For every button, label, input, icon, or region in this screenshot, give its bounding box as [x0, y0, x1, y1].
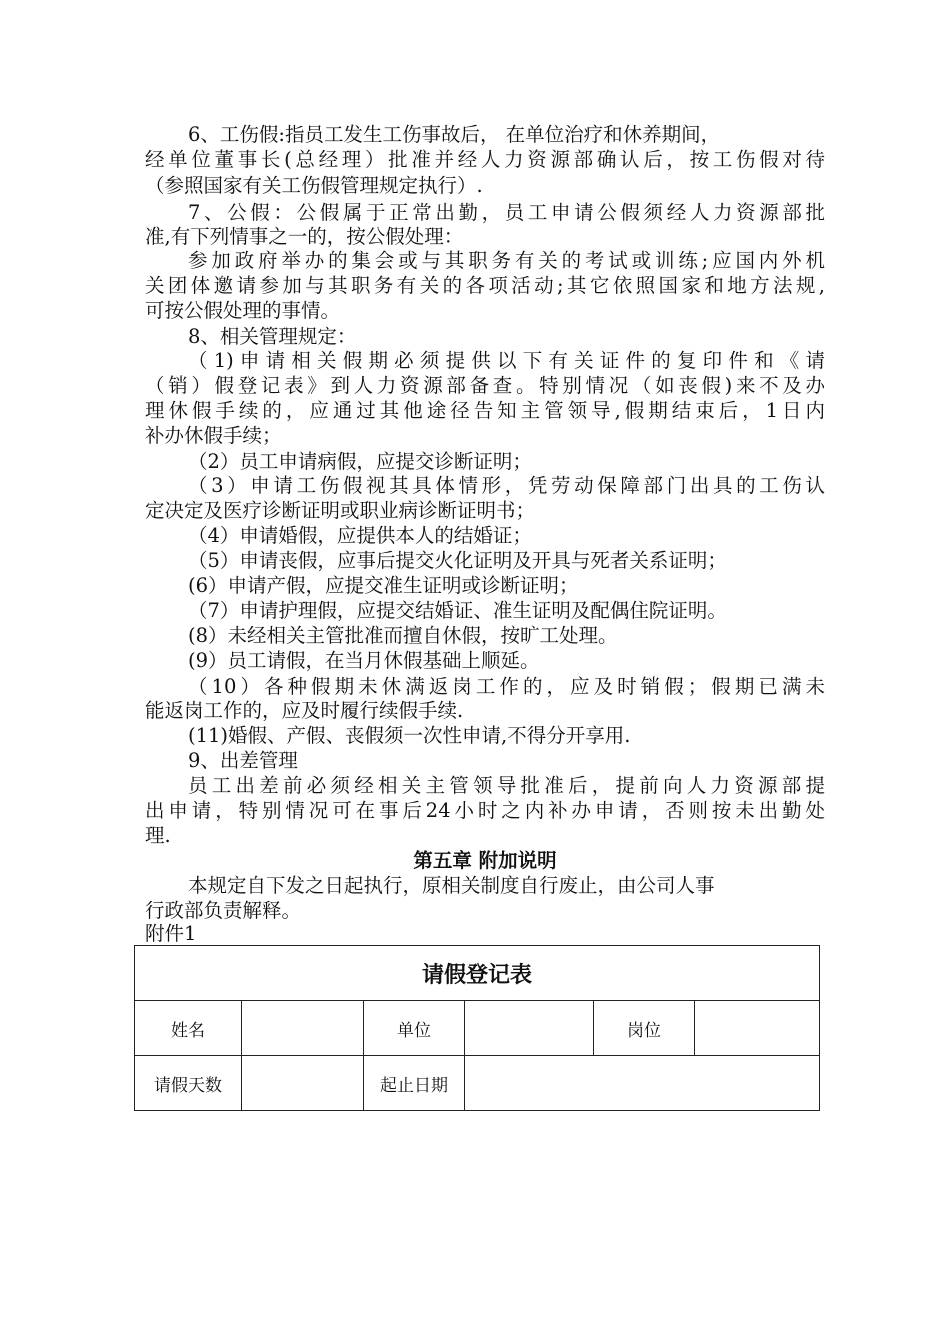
date-range-label: 起止日期 — [364, 1056, 465, 1111]
paragraph-line: 参加政府举办的集会或与其职务有关的考试或训练;应国内外机 — [188, 249, 825, 272]
paragraph-line: （5）申请丧假，应事后提交火化证明及开具与死者关系证明； — [188, 549, 727, 572]
paragraph-line: 9、出差管理 — [188, 749, 298, 772]
paragraph-line: 理休假手续的，应通过其他途径告知主管领导,假期结束后，1日内 — [145, 399, 825, 422]
paragraph-line: （参照国家有关工伤假管理规定执行）. — [145, 174, 483, 197]
paragraph-line: 员工出差前必须经相关主管领导批准后，提前向人力资源部提 — [188, 774, 825, 797]
chapter-heading: 第五章 附加说明 — [413, 849, 557, 872]
paragraph-line: (6）申请产假，应提交准生证明或诊断证明； — [188, 574, 579, 597]
leave-days-field[interactable] — [242, 1056, 364, 1111]
unit-field[interactable] — [465, 1001, 594, 1056]
paragraph-line: 出申请，特别情况可在事后24小时之内补办申请，否则按未出勤处 — [145, 799, 825, 822]
paragraph-line: 补办休假手续； — [145, 424, 282, 447]
paragraph-line: 定决定及医疗诊断证明或职业病诊断证明书； — [145, 499, 536, 522]
paragraph-line: 准,有下列情事之一的，按公假处理： — [145, 225, 464, 248]
paragraph-line: （10）各种假期未休满返岗工作的，应及时销假；假期已满未 — [188, 675, 825, 698]
date-range-field[interactable] — [465, 1056, 820, 1111]
paragraph-line: 可按公假处理的事情。 — [145, 299, 341, 322]
paragraph-line: (11)婚假、产假、丧假须一次性申请,不得分开享用. — [188, 724, 631, 747]
paragraph-line: （2）员工申请病假，应提交诊断证明； — [188, 450, 532, 473]
paragraph-line: (8）未经相关主管批准而擅自休假，按旷工处理。 — [188, 624, 618, 647]
paragraph-line: 行政部负责解释。 — [145, 899, 302, 922]
position-field[interactable] — [695, 1001, 820, 1056]
form-title: 请假登记表 — [135, 946, 820, 1001]
paragraph-line: （4）申请婚假，应提供本人的结婚证； — [188, 524, 532, 547]
paragraph-line: 6、工伤假:指员工发生工伤事故后， 在单位治疗和休养期间， — [188, 123, 721, 146]
paragraph-line: 理. — [145, 824, 171, 847]
name-field[interactable] — [242, 1001, 364, 1056]
paragraph-line: （1)申请相关假期必须提供以下有关证件的复印件和《请 — [188, 349, 825, 372]
unit-label: 单位 — [364, 1001, 465, 1056]
attachment-label: 附件1 — [145, 922, 197, 945]
leave-days-label: 请假天数 — [135, 1056, 242, 1111]
paragraph-line: （7）申请护理假，应提交结婚证、准生证明及配偶住院证明。 — [188, 599, 727, 622]
name-label: 姓名 — [135, 1001, 242, 1056]
paragraph-line: 关团体邀请参加与其职务有关的各项活动;其它依照国家和地方法规, — [145, 274, 825, 297]
leave-registration-form — [134, 945, 820, 1111]
position-label: 岗位 — [594, 1001, 695, 1056]
paragraph-line: 能返岗工作的，应及时履行续假手续. — [145, 699, 464, 722]
paragraph-line: （3）申请工伤假视其具体情形，凭劳动保障部门出具的工伤认 — [188, 474, 825, 497]
paragraph-line: 本规定自下发之日起执行，原相关制度自行废止，由公司人事 — [188, 874, 715, 897]
paragraph-line: 8、相关管理规定： — [188, 325, 357, 348]
paragraph-line: （销）假登记表》到人力资源部备查。特别情况（如丧假)来不及办 — [145, 374, 825, 397]
paragraph-line: (9）员工请假，在当月休假基础上顺延。 — [188, 649, 540, 672]
paragraph-line: 经单位董事长(总经理）批准并经人力资源部确认后，按工伤假对待 — [145, 148, 825, 171]
paragraph-line: 7、公假：公假属于正常出勤，员工申请公假须经人力资源部批 — [188, 201, 825, 224]
